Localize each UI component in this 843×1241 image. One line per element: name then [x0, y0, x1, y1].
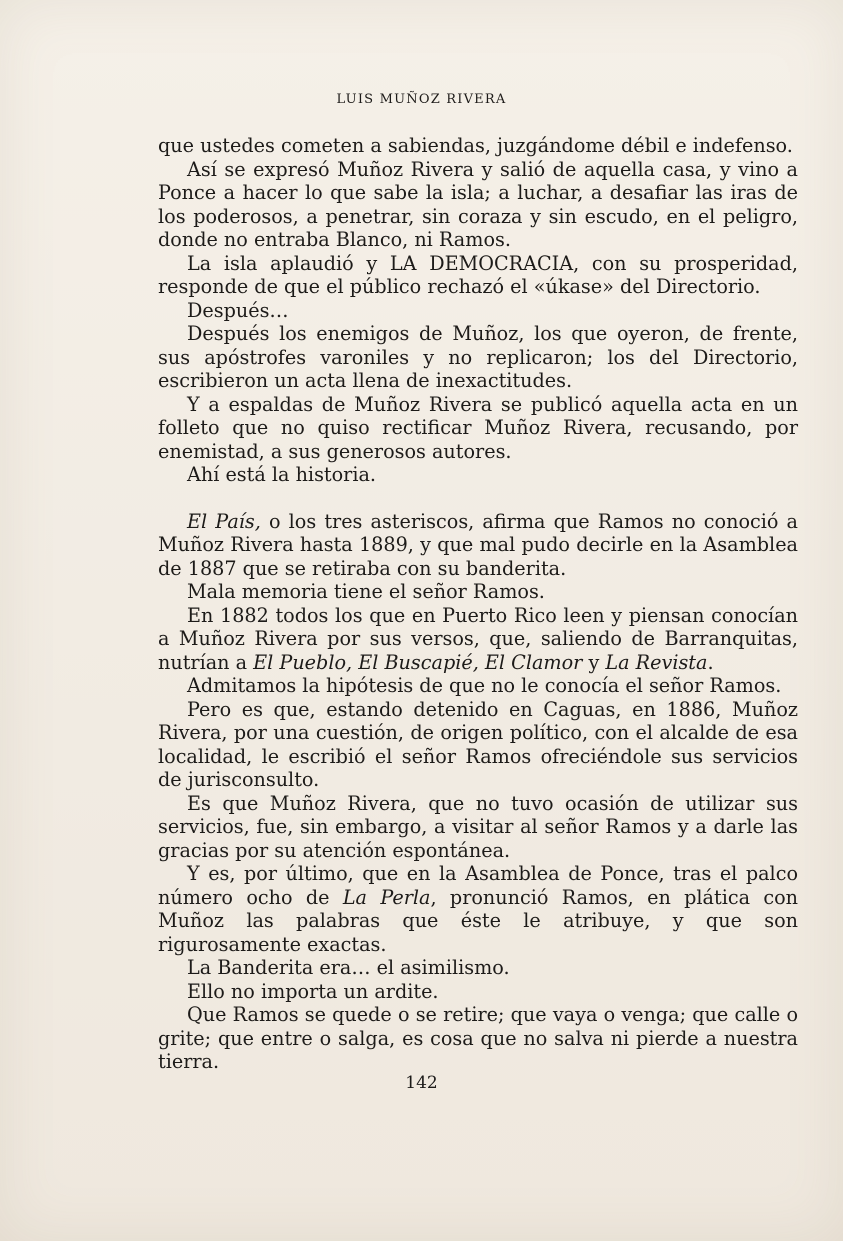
paragraph: Ahí está la historia. [187, 463, 377, 486]
page-number: 142 [405, 1073, 438, 1093]
theater-name: La Perla [342, 885, 431, 909]
paragraph: Ello no importa un ardite. [187, 979, 439, 1003]
section-break [158, 487, 798, 510]
paragraph: Después… [187, 298, 289, 322]
paragraph: Admitamos la hipótesis de que no le conocía el señor Ramos. [187, 674, 782, 697]
paragraph: Mala memoria tiene el señor Ramos. [187, 580, 545, 603]
paragraph: Después los enemigos de Muñoz, los que oyeron, de frente, sus apóstrofes varoniles y no replicaron; los del Directorio, escribieron un acta llena de inexactitudes. [158, 322, 798, 392]
running-head: LUIS MUÑOZ RIVERA [336, 92, 507, 107]
newspaper-titles: El Pueblo, El Buscapié, El Clamor [253, 650, 583, 674]
body-text [158, 134, 798, 1074]
paragraph: Así se expresó Muñoz Rivera y salió de aquella casa, y vino a Ponce a hacer lo que sabe la isla; a luchar, a desafiar las iras de los poderosos, a penetrar, sin coraza y sin escudo, en el peligro, donde no entraba Blanco, ni Ramos. [158, 157, 798, 251]
paragraph: Y es, por último, que en la Asamblea de Ponce, tras el palco número ocho de La Perla, pronunció Ramos, en plática con Muñoz las palabras que éste le atribuye, y que son rigurosamente exactas. [158, 862, 799, 956]
paragraph: Pero es que, estando detenido en Caguas, en 1886, Muñoz Rivera, por una cuestión, de origen político, con el alcalde de esa localidad, le escribió el señor Ramos ofreciéndole sus servicios de jurisconsulto. [158, 697, 798, 791]
paragraph: La isla aplaudió y LA DEMOCRACIA, con su prosperidad, responde de que el público rechazó el «úkase» del Directorio. [158, 251, 798, 298]
paragraph: Es que Muñoz Rivera, que no tuvo ocasión de utilizar sus servicios, fue, sin embargo, a visitar al señor Ramos y a darle las gracias por su atención espontánea. [158, 791, 798, 862]
newspaper-title: La Revista [605, 650, 708, 674]
paragraph: En 1882 todos los que en Puerto Rico leen y piensan conocían a Muñoz Rivera por sus versos, que, saliendo de Barranquitas, nutrían a El Pueblo, El Buscapié, El Clamor y La Revista. [158, 603, 798, 674]
newspaper-title: El País, [187, 509, 261, 533]
paragraph: que ustedes cometen a sabiendas, juzgándome débil e indefenso. [158, 134, 793, 157]
paragraph: La Banderita era… el asimilismo. [187, 956, 510, 979]
paragraph: El País, o los tres asteriscos, afirma que Ramos no conoció a Muñoz Rivera hasta 1889, y que mal pudo decirle en la Asamblea de 1887 que se retiraba con su banderita. [158, 509, 798, 580]
paragraph: Y a espaldas de Muñoz Rivera se publicó aquella acta en un folleto que no quiso rectificar Muñoz Rivera, recusando, por enemistad, a sus generosos autores. [158, 392, 798, 463]
paragraph: Que Ramos se quede o se retire; que vaya o venga; que calle o grite; que entre o salga, es cosa que no salva ni pierde a nuestra tierra. [158, 1003, 798, 1073]
